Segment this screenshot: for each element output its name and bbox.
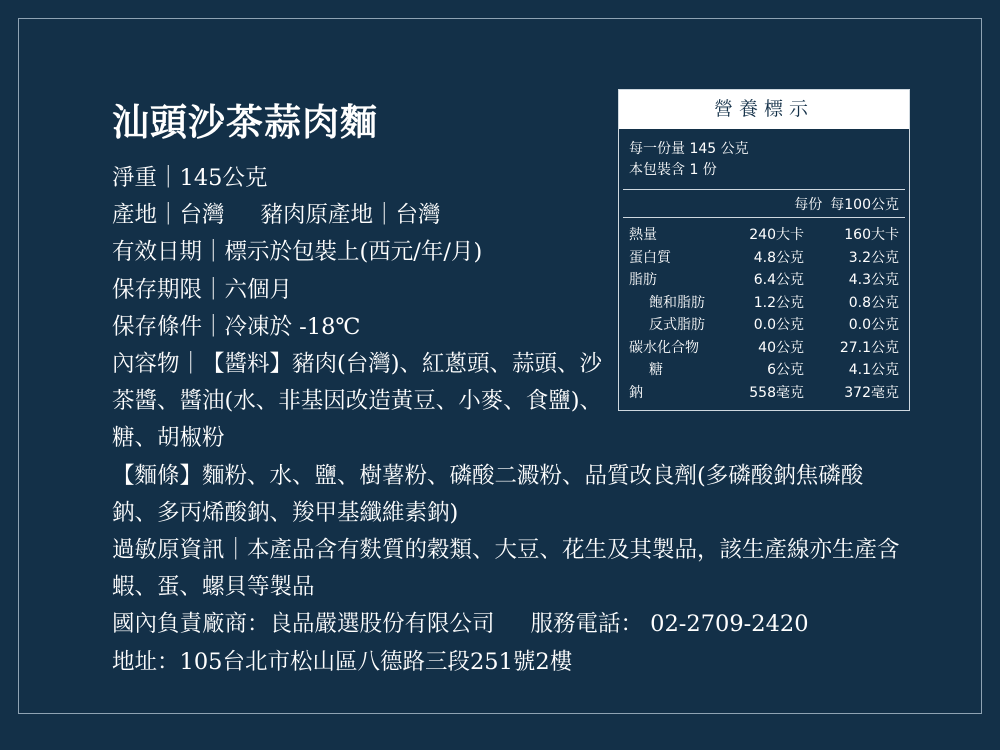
shelf-life: 保存期限｜六個月: [112, 276, 293, 303]
nutrition-row: [629, 247, 899, 270]
allergen-info: 過敏原資訊｜本產品含有麩質的穀類、大豆、花生及其製品，該生產線亦生產含蝦、蛋、螺貝等製品: [112, 537, 900, 601]
servings-per-pack: 本包裝含 1 份: [629, 162, 717, 178]
per-100g-value: 0.8公克: [848, 294, 899, 311]
nutrient-name: 熱量: [629, 227, 657, 243]
nutrition-facts-table: [618, 89, 910, 411]
nutrient-name: 鈉: [629, 384, 643, 401]
nutrition-rows: [619, 218, 909, 410]
per-serving-value: 1.2公克: [753, 294, 804, 311]
nutrition-column-header: [619, 190, 909, 217]
nutrient-name: 反式脂肪: [649, 317, 705, 333]
responsible-company: 國內負責廠商：良品嚴選股份有限公司: [112, 611, 495, 638]
per-serving-value: 558毫克: [749, 384, 804, 401]
col-per-100g: 每100公克: [830, 197, 899, 213]
per-serving-value: 4.8公克: [753, 249, 804, 266]
serving-size: 每一份量 145 公克: [629, 141, 749, 157]
col-per-serving: 每份: [794, 197, 823, 213]
per-100g-value: 3.2公克: [848, 249, 899, 266]
per-100g-value: 0.0公克: [848, 317, 899, 333]
pork-origin: 豬肉原產地｜台灣: [260, 202, 441, 229]
per-100g-value: 4.3公克: [848, 272, 899, 288]
per-100g-value: 372毫克: [844, 384, 899, 401]
per-serving-value: 6公克: [767, 362, 804, 378]
ingredients-noodle: 【麵條】麵粉、水、鹽、樹薯粉、磷酸二澱粉、品質改良劑(多磷酸鈉焦磷酸鈉、多丙烯酸鈉、羧甲基纖維素鈉): [112, 462, 864, 526]
nutrient-name: 飽和脂肪: [649, 294, 705, 311]
ingredients-sauce: 內容物｜【醬料】豬肉(台灣)、紅蔥頭、蒜頭、沙茶醬、醬油(水、非基因改造黃豆、小麥、食鹽)、糖、胡椒粉: [112, 351, 603, 452]
nutrition-row: [629, 314, 899, 337]
nutrition-header: 營養標示: [619, 90, 909, 129]
service-phone: 服務電話： 02-2709-2420: [530, 611, 809, 638]
net-weight: 淨重｜145公克: [112, 165, 268, 191]
per-serving-value: 6.4公克: [753, 272, 804, 288]
per-100g-value: 160大卡: [844, 227, 899, 243]
nutrient-name: 脂肪: [629, 272, 657, 288]
per-100g-value: 27.1公克: [839, 339, 899, 356]
storage-condition: 保存條件｜冷凍於 -18℃: [112, 313, 361, 340]
per-serving-value: 0.0公克: [753, 317, 804, 333]
expiry-date: 有效日期｜標示於包裝上(西元/年/月): [112, 239, 483, 266]
serving-info: [619, 129, 909, 189]
per-serving-value: 240大卡: [749, 227, 804, 243]
nutrient-name: 碳水化合物: [629, 339, 699, 356]
origin: 產地｜台灣: [112, 202, 225, 229]
nutrient-name: 糖: [649, 362, 663, 378]
nutrition-row: [629, 224, 899, 247]
company-line: [112, 606, 932, 643]
nutrition-row: [629, 292, 899, 315]
product-title: 汕頭沙茶蒜肉麵: [112, 100, 378, 144]
address: 地址：105台北市松山區八德路三段251號2樓: [112, 648, 573, 675]
nutrition-row: [629, 382, 899, 405]
nutrition-row: [629, 269, 899, 292]
per-serving-value: 40公克: [758, 339, 804, 356]
per-100g-value: 4.1公克: [848, 362, 899, 378]
nutrition-row: [629, 337, 899, 360]
nutrition-row: [629, 359, 899, 382]
nutrient-name: 蛋白質: [629, 249, 671, 266]
